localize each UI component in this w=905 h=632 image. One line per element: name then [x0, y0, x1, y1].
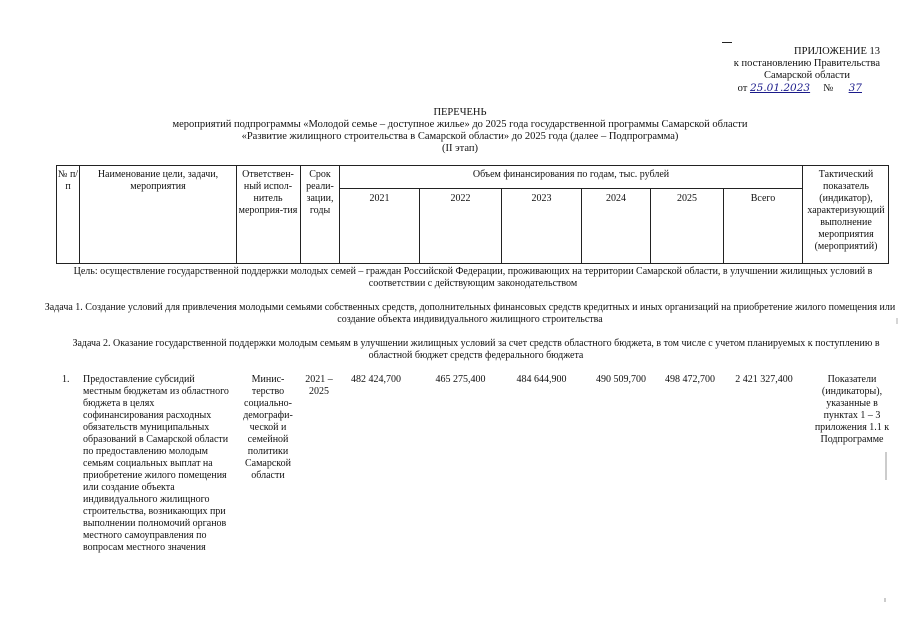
header-num: № п/п — [57, 169, 79, 192]
scan-speck — [884, 598, 886, 602]
number-prefix: № — [823, 83, 834, 94]
header-year-2022: 2022 — [450, 193, 471, 204]
header-funding: Объем финансирования по годам, тыс. рублей — [472, 169, 670, 180]
appendix-number: 37 — [848, 82, 862, 94]
header-resp: Ответствен-ный испол-нитель мероприя-тия — [238, 169, 298, 216]
heading-title: ПЕРЕЧЕНЬ — [433, 107, 487, 118]
header-total: Всего — [750, 193, 776, 204]
task1-text: Задача 1. Создание условий для привлечения молодыми семьями собственных средств, дополнительных финансовых средств кредитных и иных организаций на приобретение жилого помещения или создание объекта индивидуального жилищного строительства — [44, 302, 896, 325]
stamp-dash — [722, 42, 732, 43]
appendix-title: ПРИЛОЖЕНИЕ 13 — [794, 46, 880, 57]
header-term: Срок реали-зации, годы — [306, 169, 334, 216]
appendix-date: 25.01.2023 — [749, 82, 811, 94]
header-year-2021: 2021 — [369, 193, 390, 204]
scan-speck — [885, 452, 887, 480]
heading-line2: «Развитие жилищного строительства в Самарской области» до 2025 года (далее – Подпрограмма) — [241, 131, 679, 142]
row1-name: Предоставление субсидий местным бюджетам из областного бюджета в целях софинансирования расходных обязательств муниципальных образований в Самарской области по предоставлению молодым семьям социальных выплат на приобретение жилого помещения или создание объекта индивидуального жилищного строительства, возникающих при выполнении полномочий органов местного самоуправления по вопросам местного значения — [83, 374, 229, 553]
header-indicator: Тактический показатель (индикатор), характеризующий выполнение мероприятия (мероприятий) — [807, 169, 885, 252]
heading-line1: мероприятий подпрограммы «Молодой семье – доступное жилье» до 2025 года государственной программы Самарской области — [172, 119, 748, 130]
appendix-line1: к постановлению Правительства — [733, 58, 880, 69]
appendix-date-line — [690, 82, 880, 95]
row1-num: 1. — [62, 374, 70, 385]
row1-value-total: 2 421 327,400 — [735, 374, 793, 385]
row1-value-2024: 490 509,700 — [596, 374, 646, 385]
row1-resp: Минис-терство социально-демографи-ческой и семейной политики Самарской области — [243, 374, 293, 481]
heading-line3: (II этап) — [442, 143, 478, 154]
header-year-2023: 2023 — [531, 193, 552, 204]
header-name: Наименование цели, задачи, мероприятия — [97, 169, 219, 192]
heading — [40, 107, 880, 155]
row1-value-2021: 482 424,700 — [351, 374, 401, 385]
appendix-block — [690, 46, 880, 95]
goal-text: Цель: осуществление государственной поддержки молодых семей – граждан Российской Федерации, проживающих на территории Самарской области, в улучшении жилищных условий в соответствии с действующим законодательством — [73, 266, 873, 289]
row1-value-2022: 465 275,400 — [435, 374, 486, 385]
appendix-line2: Самарской области — [764, 70, 850, 81]
row1-value-2023: 484 644,900 — [516, 374, 567, 385]
header-year-2024: 2024 — [606, 193, 626, 204]
row1-indicator: Показатели (индикаторы), указанные в пунктах 1 – 3 приложения 1.1 к Подпрограмме — [814, 374, 890, 445]
date-prefix: от — [737, 83, 748, 94]
task2-text: Задача 2. Оказание государственной поддержки молодым семьям в улучшении жилищных условий за счет средств областного бюджета, в том числе с учетом планируемых к поступлению в областной бюджет средств федерального бюджета — [72, 338, 880, 361]
row1-term: 2021 – 2025 — [305, 374, 333, 397]
row1-value-2025: 498 472,700 — [665, 374, 715, 385]
header-year-2025: 2025 — [677, 193, 697, 204]
scan-speck — [896, 318, 898, 324]
